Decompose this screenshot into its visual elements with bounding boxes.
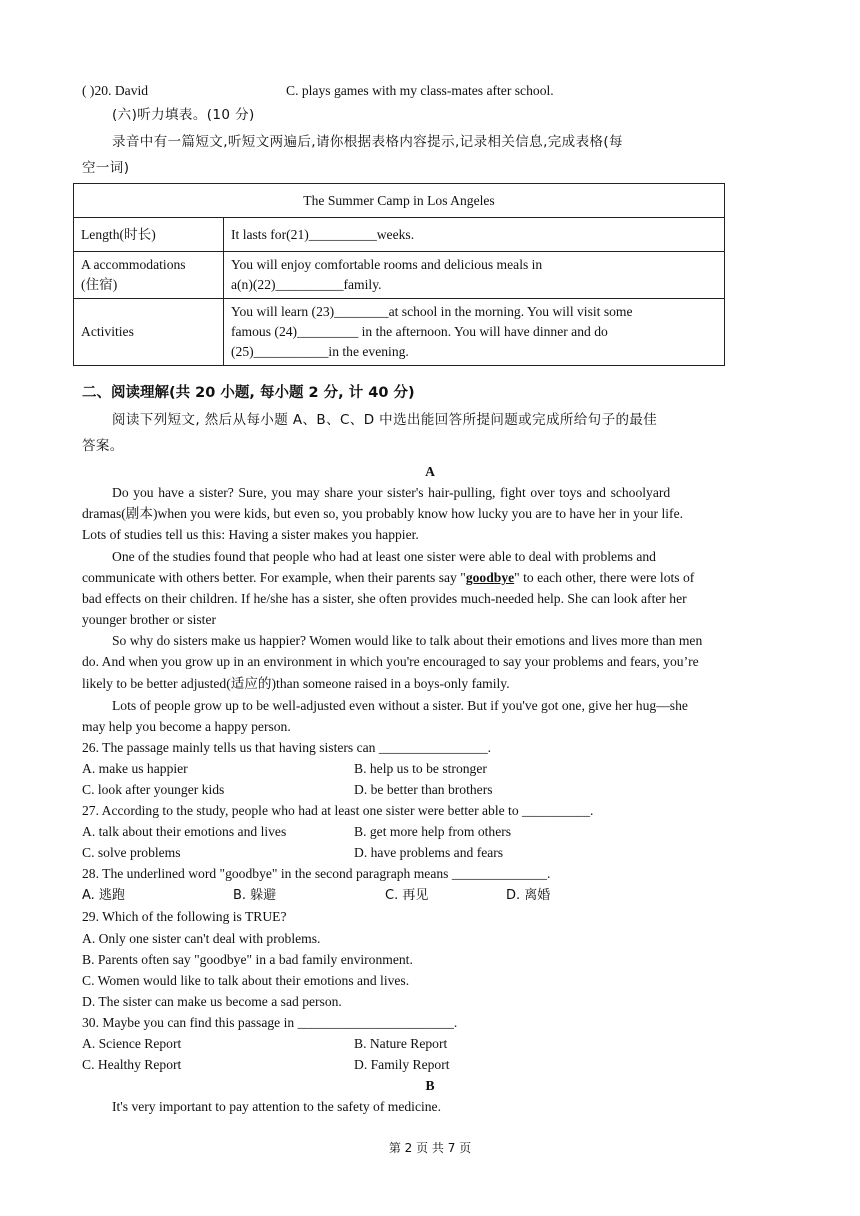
q30-option-b: B. Nature Report [354,1036,448,1051]
question-20-option-c: C. plays games with my class-mates after school. [286,83,554,98]
row-label-accommodations [74,252,224,299]
q27-option-c: C. solve problems [82,845,181,860]
passage-a-p1-line-3: Lots of studies tell us this: Having a sister makes you happier. [82,527,419,542]
q30-option-a: A. Science Report [82,1036,182,1051]
q29-option-b: B. Parents often say "goodbye" in a bad family environment. [82,952,413,967]
q27-option-d: D. have problems and fears [354,845,504,860]
passage-a-p2-line-4: younger brother or sister [82,612,217,627]
passage-a-p3-line-3: likely to be better adjusted(适应的)than someone raised in a boys-only family. [82,676,510,691]
listening-instruction-line-1: 录音中有一篇短文,听短文两遍后,请你根据表格内容提示,记录相关信息,完成表格(每 [112,134,623,150]
question-28-stem: 28. The underlined word "goodbye" in the second paragraph means ______________. [82,866,551,881]
passage-a-p3-line-1: So why do sisters make us happier? Women would like to talk about their emotions and lives more than men [112,633,703,648]
page-footer: 第 2 页 共 7 页 [388,1141,472,1155]
row-content-activities [224,299,725,366]
q29-option-d: D. The sister can make us become a sad person. [82,994,342,1009]
passage-a-p2-line-3: bad effects on their children. If he/she has a sister, she often provides much-needed help. She can look after her [82,591,687,606]
passage-a-p1-line-1: Do you have a sister? Sure, you may share your sister's hair-pulling, fight over toys and schoolyard [112,485,671,500]
row-label-activities: Activities [74,299,224,366]
q26-option-c: C. look after younger kids [82,782,225,797]
p2-line-2-end: " to each other, there were lots of [514,570,695,585]
passage-b-p1: It's very important to pay attention to the safety of medicine. [112,1099,441,1114]
question-30-stem: 30. Maybe you can find this passage in _______________________. [82,1015,458,1030]
reading-instruction-line-2: 答案。 [82,438,124,454]
q28-option-c: C. 再见 [385,888,429,903]
q26-option-d: D. be better than brothers [354,782,493,797]
table-row [74,299,725,366]
reading-instruction-line-1: 阅读下列短文, 然后从每小题 A、B、C、D 中选出能回答所提问题或完成所给句子的最佳 [112,412,658,428]
q30-option-c: C. Healthy Report [82,1057,182,1072]
summer-camp-table [73,183,725,366]
passage-b-title: B [425,1078,435,1093]
passage-a-p2-line-1: One of the studies found that people who had at least one sister were able to deal with problems and [112,549,656,564]
activities-content-line-3: (25)___________in the evening. [231,344,409,359]
passage-a-title: A [425,464,435,479]
q28-option-d: D. 离婚 [506,888,551,903]
listening-heading: (六)听力填表。(10 分) [112,107,255,123]
q29-option-c: C. Women would like to talk about their emotions and lives. [82,973,410,988]
activities-content-line-1: You will learn (23)________at school in the morning. You will visit some [231,304,633,319]
passage-a-p3-line-2: do. And when you grow up in an environment in which you're encouraged to say your problems and fears, you’re [82,654,699,669]
question-27-stem: 27. According to the study, people who had at least one sister were better able to __________. [82,803,594,818]
q29-option-a: A. Only one sister can't deal with problems. [82,931,321,946]
q28-option-b: B. 躲避 [233,888,277,903]
table-header-row [74,184,725,218]
accommodations-label-line-1: A accommodations [81,257,186,272]
accommodations-label-line-2: (住宿) [81,277,118,292]
table-title: The Summer Camp in Los Angeles [74,184,725,218]
accommodations-content-line-2: a(n)(22)__________family. [231,277,382,292]
table-row [74,252,725,299]
activities-content-line-2: famous (24)_________ in the afternoon. You will have dinner and do [231,324,608,339]
q27-option-b: B. get more help from others [354,824,512,839]
reading-heading: 二、阅读理解(共 20 小题, 每小题 2 分, 计 40 分) [82,385,415,401]
row-content-accommodations [224,252,725,299]
question-26-stem: 26. The passage mainly tells us that having sisters can ________________. [82,740,492,755]
passage-a-p2-line-2 [82,568,694,588]
listening-instruction-line-2: 空一词) [82,160,130,176]
passage-a-p4-line-2: may help you become a happy person. [82,719,291,734]
q30-option-d: D. Family Report [354,1057,450,1072]
underlined-word-goodbye: goodbye [465,570,515,585]
q26-option-b: B. help us to be stronger [354,761,487,776]
q26-option-a: A. make us happier [82,761,188,776]
passage-a-p1-line-2: dramas(剧本)when you were kids, but even so, you probably know how lucky you are to have her in your life. [82,506,683,521]
q27-option-a: A. talk about their emotions and lives [82,824,287,839]
question-20-number: ( )20. David [82,83,149,98]
q28-option-a: A. 逃跑 [82,888,125,903]
row-label-length: Length(时长) [74,218,224,252]
p2-line-2-start: communicate with others better. For example, when their parents say " [82,570,466,585]
question-29-stem: 29. Which of the following is TRUE? [82,909,287,924]
row-content-length: It lasts for(21)__________weeks. [224,218,725,252]
passage-a-p4-line-1: Lots of people grow up to be well-adjusted even without a sister. But if you've got one, give her hug—she [112,698,688,713]
table-row [74,218,725,252]
accommodations-content-line-1: You will enjoy comfortable rooms and delicious meals in [231,257,543,272]
